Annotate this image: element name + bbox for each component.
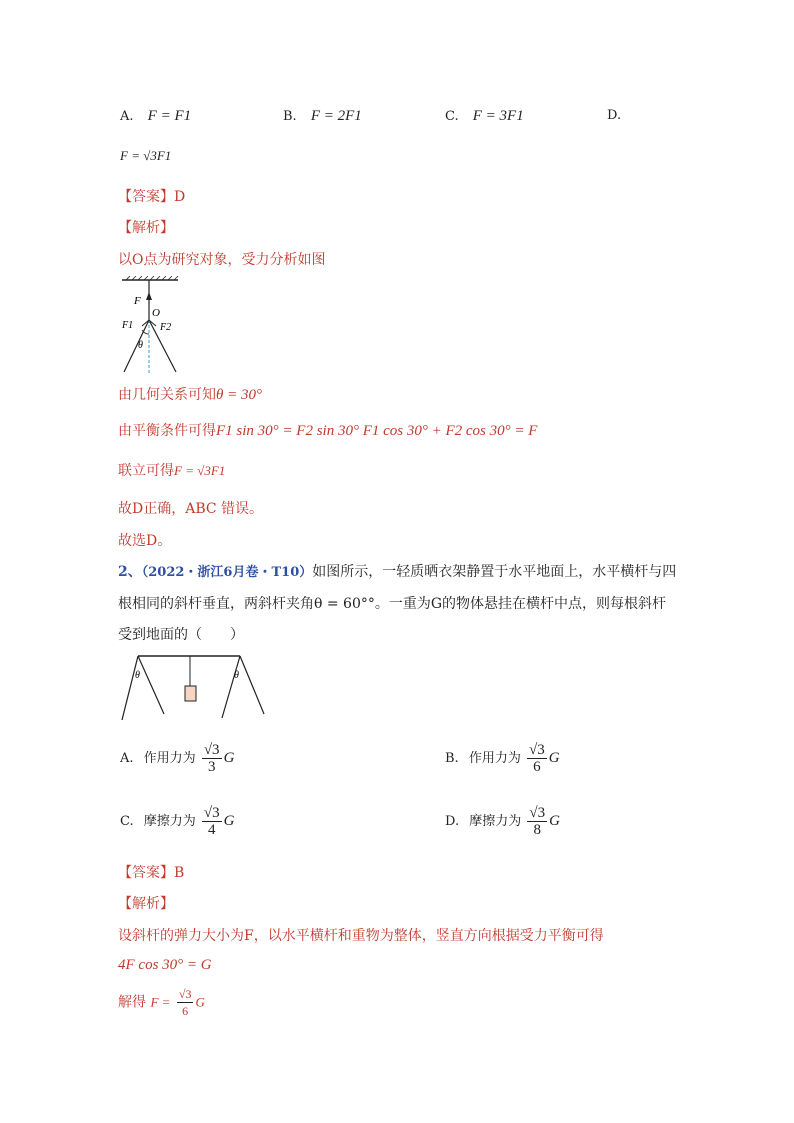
option-a: A. F = F1 bbox=[120, 108, 192, 124]
q2-analysis-heading: 【解析】 bbox=[118, 896, 174, 912]
option-d-expr: F = √3F1 bbox=[120, 148, 172, 163]
q2-line1: 设斜杆的弹力大小为F，以水平横杆和重物为整体，竖直方向根据受力平衡可得 bbox=[118, 928, 604, 944]
q1-line5: 故D正确，ABC 错误。 bbox=[118, 501, 264, 517]
option-c-expr: F = 3F1 bbox=[472, 108, 524, 124]
q1-answer: 【答案】D bbox=[118, 189, 186, 205]
q2-option-a: A. 作用力为 $\frac{√3}{3}$ G bbox=[120, 742, 235, 775]
q1-analysis-heading: 【解析】 bbox=[118, 220, 174, 236]
q1-line6: 故选D。 bbox=[118, 533, 172, 549]
label-o: O bbox=[152, 307, 160, 319]
hanging-weight bbox=[185, 686, 196, 701]
label-f2: F2 bbox=[160, 322, 172, 333]
q2-option-c: C. 摩擦力为 $\frac{√3}{4}$ G bbox=[120, 805, 235, 838]
force-diagram bbox=[118, 276, 184, 376]
q2-line2: 4F cos 30° = G bbox=[118, 957, 212, 973]
option-a-expr: F = F1 bbox=[147, 108, 192, 124]
q2-answer: 【答案】B bbox=[118, 865, 185, 881]
q1-line1: 以O点为研究对象，受力分析如图 bbox=[118, 252, 326, 268]
q2-stem-line1: 2、（2022・浙江6月卷・T10）如图所示，一轻质晒衣架静置于水平地面上，水平横杆与四 bbox=[118, 564, 677, 580]
label-theta-right: θ bbox=[234, 670, 239, 681]
q2-stem-line3: 受到地面的（ ） bbox=[118, 627, 244, 643]
q2-option-b: B. 作用力为 $\frac{√3}{6}$ G bbox=[445, 742, 560, 775]
option-b-expr: F = 2F1 bbox=[310, 108, 362, 124]
q1-line2: 由几何关系可知θ = 30° bbox=[118, 387, 262, 403]
q1-line4: 联立可得F = √3F1 bbox=[118, 463, 226, 479]
option-c: C. F = 3F1 bbox=[445, 108, 524, 124]
q1-line3: 由平衡条件可得F1 sin 30° = F2 sin 30° F1 cos 30° + F2 cos 30° = F bbox=[118, 423, 538, 439]
label-theta-left: θ bbox=[135, 670, 140, 681]
drying-rack-diagram bbox=[118, 652, 268, 724]
option-b: B. F = 2F1 bbox=[283, 108, 362, 124]
q2-stem-line2: 根相同的斜杆垂直，两斜杆夹角θ = 60°°。一重为G的物体悬挂在横杆中点，则每根斜杆 bbox=[118, 596, 667, 612]
option-d: D. bbox=[607, 108, 622, 123]
label-f1: F1 bbox=[122, 320, 134, 331]
label-theta: θ bbox=[138, 340, 143, 351]
label-f: F bbox=[134, 295, 141, 307]
q2-line3: 解得 F = $\frac{√3}{6}$ G bbox=[118, 987, 205, 1018]
q2-option-d: D. 摩擦力为 $\frac{√3}{8}$ G bbox=[445, 805, 560, 838]
